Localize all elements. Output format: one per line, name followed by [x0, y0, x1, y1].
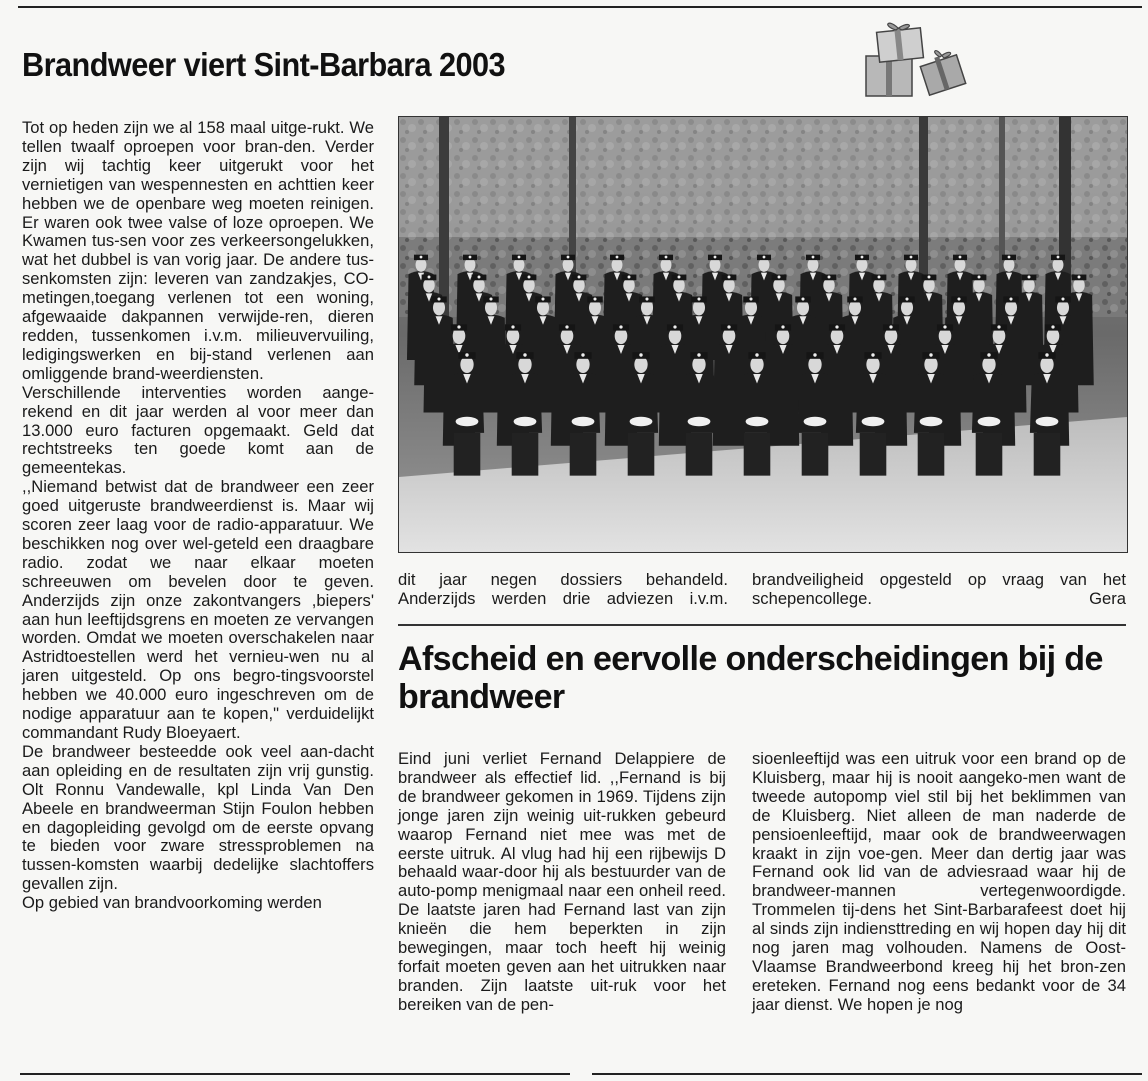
author-signature: Gera — [1089, 588, 1126, 608]
paragraph: Eind juni verliet Fernand Delappiere de brandweer als effectief lid. ,,Fernand is bij de brandweer gekomen in 1969. Tijdens zijn jonge jaren zijn weinig uit-rukken gebeurd waarop Fernand niet mee was met de eerste uitruk. Al vlug had hij een rijbewijs D behaald waar-door hij als bestuurder van de auto-pomp menigmaal naar een onheil reed. De laatste jaren had Fernand last van zijn knieën die hem beperkten in zijn bewegingen, maar toch heeft hij weinig forfait moeten geven aan het uitrukken naar branden. Zijn laatste uit-ruk voor het bereiken van de pen- — [398, 749, 726, 1014]
article-column-right — [752, 571, 1126, 609]
photo-canvas — [399, 117, 1127, 552]
article-column-right — [752, 750, 1126, 1015]
group-photo — [398, 116, 1128, 553]
paragraph: Op gebied van brandvoorkoming werden — [22, 893, 322, 913]
paragraph: ,,Niemand betwist dat de brandweer een zeer goed uitgeruste brandweerdienst is. Maar wij scoren zeer laag voor de radio-apparatuur. We beschikken nog over wel-geteld een draagbare radio. zodat we naar elkaar moeten schreeuwen om bevelen door te geven. Anderzijds zijn onze zakontvangers ,biepers' aan hun leeftijdsgrens en moeten ze vervangen worden. Omdat we moeten overschakelen naar Astridtoestellen werd het vernieu-wen nu al jaren uitgesteld. Op ons begro-tingsvoorstel hebben we 40.000 euro ingeschreven om de nodige apparatuur aan te kopen," verduidelijkt commandant Rudy Bloeyaert. — [22, 477, 374, 742]
article-headline: Brandweer viert Sint-Barbara 2003 — [22, 46, 506, 83]
bottom-rule — [592, 1073, 1142, 1075]
article-headline: Afscheid en eervolle onderscheidingen bij de brandweer — [398, 640, 1103, 716]
gift-icon — [858, 16, 970, 106]
paragraph: dit jaar negen dossiers behandeld. Anderzijds werden drie adviezen i.v.m. — [398, 570, 728, 608]
article-column-left — [22, 119, 374, 913]
top-rule — [18, 6, 1142, 8]
paragraph: De brandweer besteedde ook veel aan-dacht aan opleiding en de resultaten zijn vrij gunstig. Olt Ronnu Vandewalle, kpl Linda Van Den Abeele en brandweerman Stijn Foulon hebben en dagopleiding gevolgd om de eerste opvang te bieden voor zware stressproblemen na tussen-komsten waarbij dedelijke slachtoffers gevallen zijn. — [22, 741, 374, 894]
section-divider — [398, 624, 1126, 626]
article-column-middle — [398, 571, 728, 609]
bottom-rule — [20, 1073, 570, 1075]
paragraph: sioenleeftijd was een uitruk voor een brand op de Kluisberg, maar hij is nooit aangeko-men want de tweede autopomp viel stil bij het beklimmen van de Kluisberg. Niet alleen de man naderde de pensioenleeftijd, maar ook de brandweerwagen kraakt in zijn voe-gen. Meer dan dertig jaar was Fernand ook lid van de adviesraad waar hij de brandweer-mannen vertegenwoordigde. Trommelen tij-dens het Sint-Barbarafeest doet hij al sinds zijn indiensttreding en wij hopen day hij dit nog jaren mag volhouden. Namens de Oost-Vlaamse Brandweerbond kreeg hij het bron-zen ereteken. Fernand nog eens bedankt voor de 34 jaar dienst. We hopen je nog — [752, 749, 1126, 1014]
paragraph: Verschillende interventies worden aange-rekend en dit jaar werden al voor meer dan 13.000 euro facturen opgemaakt. Geld dat rechtstreeks ten goede komt aan de gemeentekas. — [22, 382, 374, 478]
paragraph: Tot op heden zijn we al 158 maal uitge-rukt. We tellen twaalf oproepen voor bran-den. Verder zijn wij tachtig keer uitgerukt voor het vernietigen van wespennesten en achttien keer hebben we de openbare weg moeten reinigen. Er waren ook twee valse of loze oproepen. We Kwamen tus-sen voor zes verkeersongelukken, wat het dubbel is van vorig jaar. De andere tus-senkomsten zijn: leveren van zandzakjes, CO-metingen,toegang verlenen tot een woning, afgewaaide dakpannen verwijde-ren, dieren redden, tussenkomen i.v.m. milieuvervuiling, ledigingswerken en bij-stand verlenen aan omliggende brand-weerdiensten. — [22, 118, 374, 383]
paragraph: brandveiligheid opgesteld op vraag van het schepencollege. — [752, 570, 1126, 608]
article-column-left — [398, 750, 726, 1015]
